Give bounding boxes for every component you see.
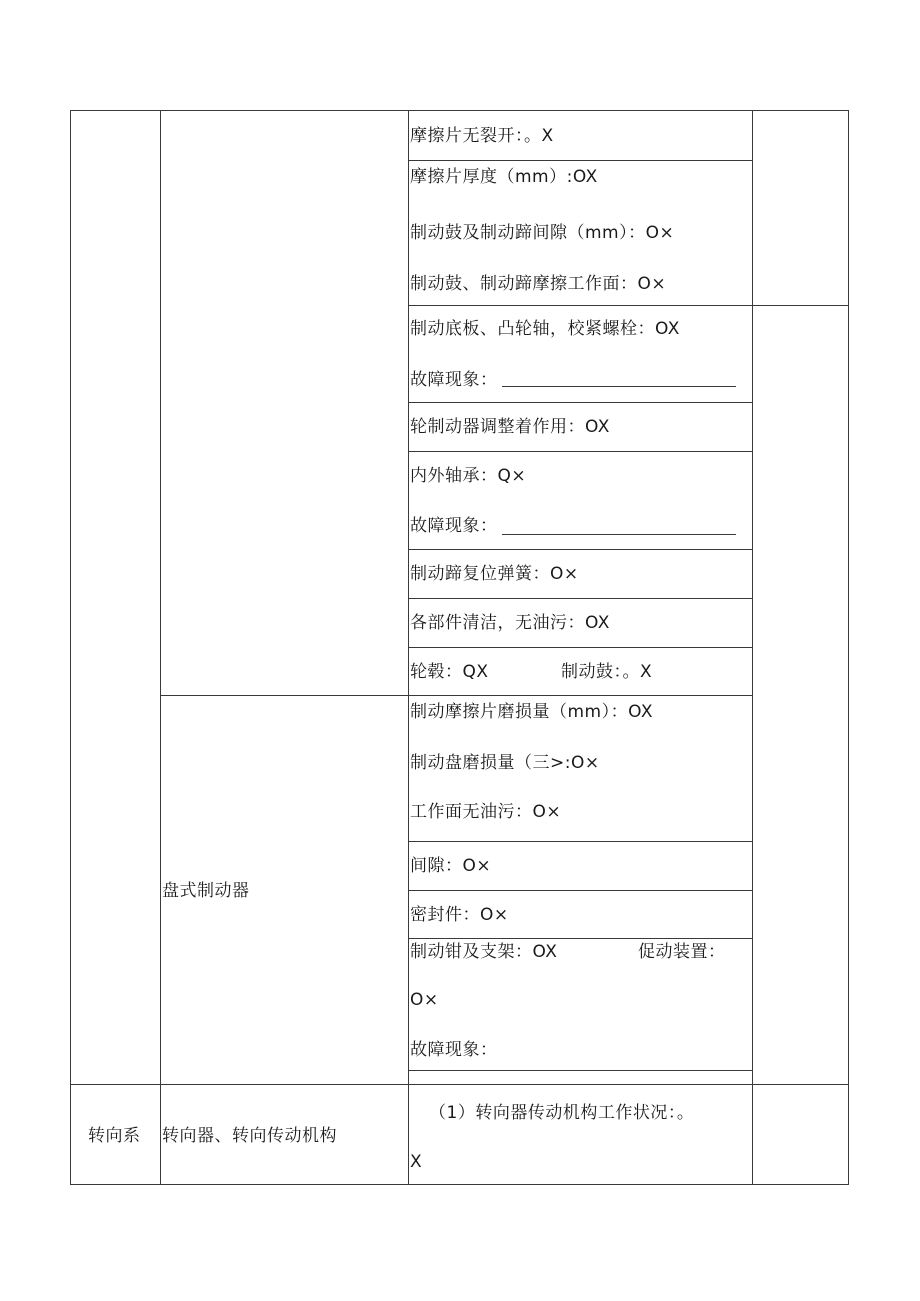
lining-no-crack: 摩擦片无裂开：。X — [410, 126, 554, 146]
row-divider — [408, 841, 753, 842]
steering-item-line2: X — [410, 1152, 423, 1172]
actuator-label: 促动装置： — [638, 942, 726, 962]
seal: 密封件：O× — [410, 905, 509, 925]
lining-thickness: 摩擦片厚度（mm）:OX — [410, 167, 598, 187]
column-divider — [160, 110, 161, 1185]
fault-blank-line[interactable] — [502, 386, 736, 387]
disc-wear: 制动盘磨损量（三>:O× — [410, 753, 600, 773]
actuator-value: O× — [410, 990, 439, 1010]
fault-label: 故障现象： — [410, 370, 498, 390]
fault-blank-line[interactable] — [502, 534, 736, 535]
column-divider — [408, 110, 409, 1185]
caliper: 制动钳及支架：OX — [410, 942, 558, 962]
steering-component-label: 转向器、转向传动机构 — [162, 1126, 337, 1146]
disc-brake-label: 盘式制动器 — [162, 881, 250, 901]
return-spring: 制动蹄复位弹簧：O× — [410, 564, 579, 584]
fault-label: 故障现象： — [410, 516, 498, 536]
surface-clean: 工作面无油污：O× — [410, 802, 562, 822]
row-divider — [408, 598, 753, 599]
row-divider — [408, 451, 753, 452]
column-divider — [752, 110, 753, 1185]
row-divider — [408, 160, 753, 161]
row-divider — [70, 1084, 849, 1085]
parts-clean: 各部件清洁，无油污：OX — [410, 613, 610, 633]
drum: 制动鼓：。X — [561, 662, 653, 682]
hub: 轮毂：QX — [410, 662, 489, 682]
base-cam-bolts: 制动底板、凸轮轴，校紧螺栓：OX — [410, 319, 680, 339]
row-divider — [160, 695, 753, 696]
pad-wear: 制动摩擦片磨损量（mm）：OX — [410, 702, 654, 722]
row-divider — [408, 305, 849, 306]
row-divider — [408, 402, 753, 403]
row-divider — [408, 647, 753, 648]
drum-shoe-surface: 制动鼓、制动蹄摩擦工作面：O× — [410, 274, 667, 294]
table-border-bottom — [70, 1184, 849, 1185]
bearings: 内外轴承：Q× — [410, 466, 527, 486]
drum-shoe-gap: 制动鼓及制动蹄间隙（mm）：O× — [410, 223, 675, 243]
gap: 间隙：O× — [410, 856, 492, 876]
row-divider — [408, 890, 753, 891]
row-divider — [408, 938, 753, 939]
row-divider — [408, 1070, 753, 1071]
steering-system-label: 转向系 — [88, 1126, 141, 1146]
table-border-top — [70, 110, 849, 111]
steering-item-line1: （1）转向器传动机构工作状况：。 — [429, 1103, 695, 1123]
table-border-left — [70, 110, 71, 1185]
row-divider — [408, 549, 753, 550]
fault-label: 故障现象： — [410, 1040, 498, 1060]
adjuster: 轮制动器调整着作用：OX — [410, 417, 610, 437]
table-border-right — [848, 110, 849, 1185]
